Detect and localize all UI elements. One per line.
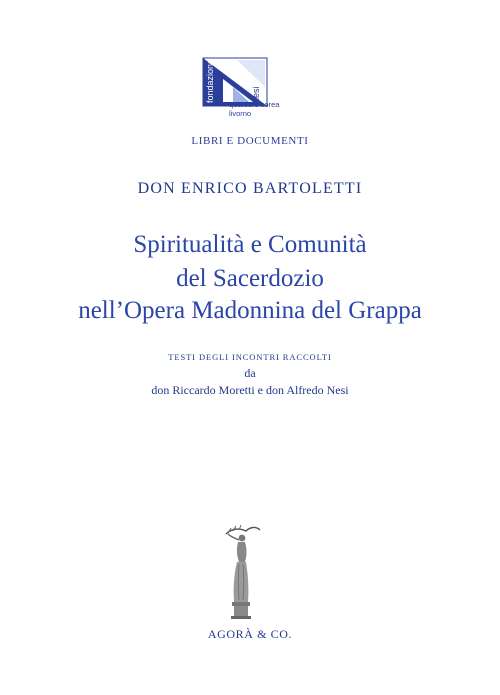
- foundation-logo: [193, 57, 305, 123]
- logo-caption-line-2: livorno: [229, 108, 252, 118]
- publisher-name: AGORÀ & CO.: [207, 627, 293, 641]
- logo-caption: [229, 101, 279, 118]
- logo-caption-line-1: quartiere corea: [229, 100, 280, 109]
- subtitle-collected: TESTI DEGLI INCONTRI RACCOLTI: [168, 352, 332, 362]
- subtitle-editors: don Riccardo Moretti e don Alfredo Nesi: [151, 383, 349, 397]
- title-line-1: Spiritualità e Comunità: [133, 231, 367, 258]
- title-line-2: del Sacerdozio: [176, 265, 324, 292]
- author-name: DON ENRICO BARTOLETTI: [137, 180, 363, 197]
- subtitle-da: da: [244, 366, 256, 380]
- series-label: LIBRI E DOCUMENTI: [191, 135, 309, 147]
- statue-figure-icon: [218, 522, 264, 622]
- logo-word-nesi: nesi: [251, 86, 261, 103]
- title-line-3: nell’Opera Madonnina del Grappa: [78, 297, 422, 324]
- logo-word-fondazione: fondazione: [205, 58, 215, 103]
